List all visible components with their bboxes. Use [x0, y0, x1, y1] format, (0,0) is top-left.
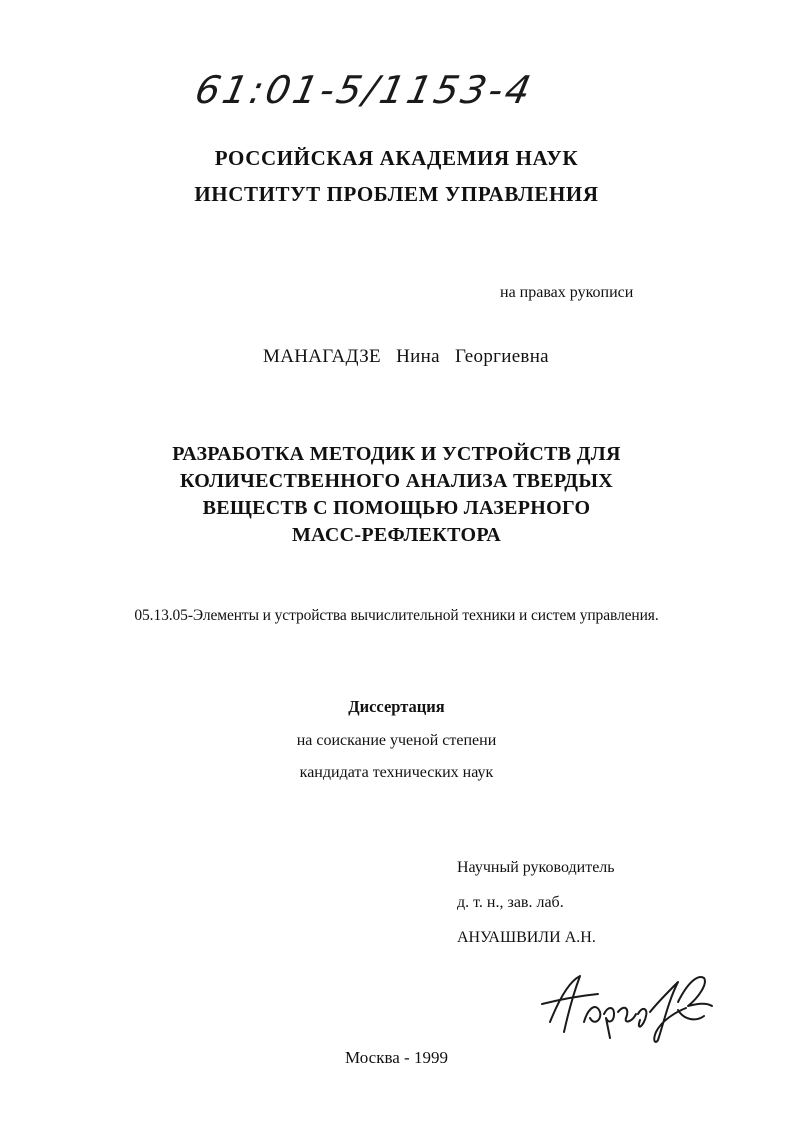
organization-name: РОССИЙСКАЯ АКАДЕМИЯ НАУК — [214, 146, 579, 170]
title-line: ВЕЩЕСТВ С ПОМОЩЬЮ ЛАЗЕРНОГО — [202, 497, 591, 519]
supervisor-signature — [528, 962, 718, 1047]
dissertation-title — [0, 441, 793, 549]
author-patronymic: Георгиевна — [454, 346, 549, 367]
supervisor-credentials: д. т. н., зав. лаб. — [457, 894, 564, 911]
title-line: РАЗРАБОТКА МЕТОДИК И УСТРОЙСТВ ДЛЯ — [172, 443, 621, 465]
handwritten-archive-code: 61:01-5/1153-4 — [191, 68, 538, 112]
specialty-code: 05.13.05-Элементы и устройства вычислительной техники и систем управления. — [134, 607, 659, 624]
title-line: МАСС-РЕФЛЕКТОРА — [291, 524, 502, 546]
author-first-name: Нина — [396, 346, 440, 367]
degree-line: на соискание ученой степени — [296, 732, 497, 749]
institute-name: ИНСТИТУТ ПРОБЛЕМ УПРАВЛЕНИЯ — [194, 182, 599, 206]
author-name — [263, 346, 549, 368]
supervisor-block — [457, 850, 615, 955]
manuscript-rights-note: на правах рукописи — [500, 284, 634, 301]
supervisor-role: Научный руководитель — [457, 859, 615, 876]
supervisor-name: АНУАШВИЛИ А.Н. — [457, 929, 596, 946]
author-surname: МАНАГАДЗЕ — [263, 346, 381, 367]
title-line: КОЛИЧЕСТВЕННОГО АНАЛИЗА ТВЕРДЫХ — [179, 470, 614, 492]
degree-line: кандидата технических наук — [299, 764, 494, 781]
document-type: Диссертация — [348, 697, 445, 716]
city-and-year: Москва - 1999 — [345, 1048, 448, 1067]
